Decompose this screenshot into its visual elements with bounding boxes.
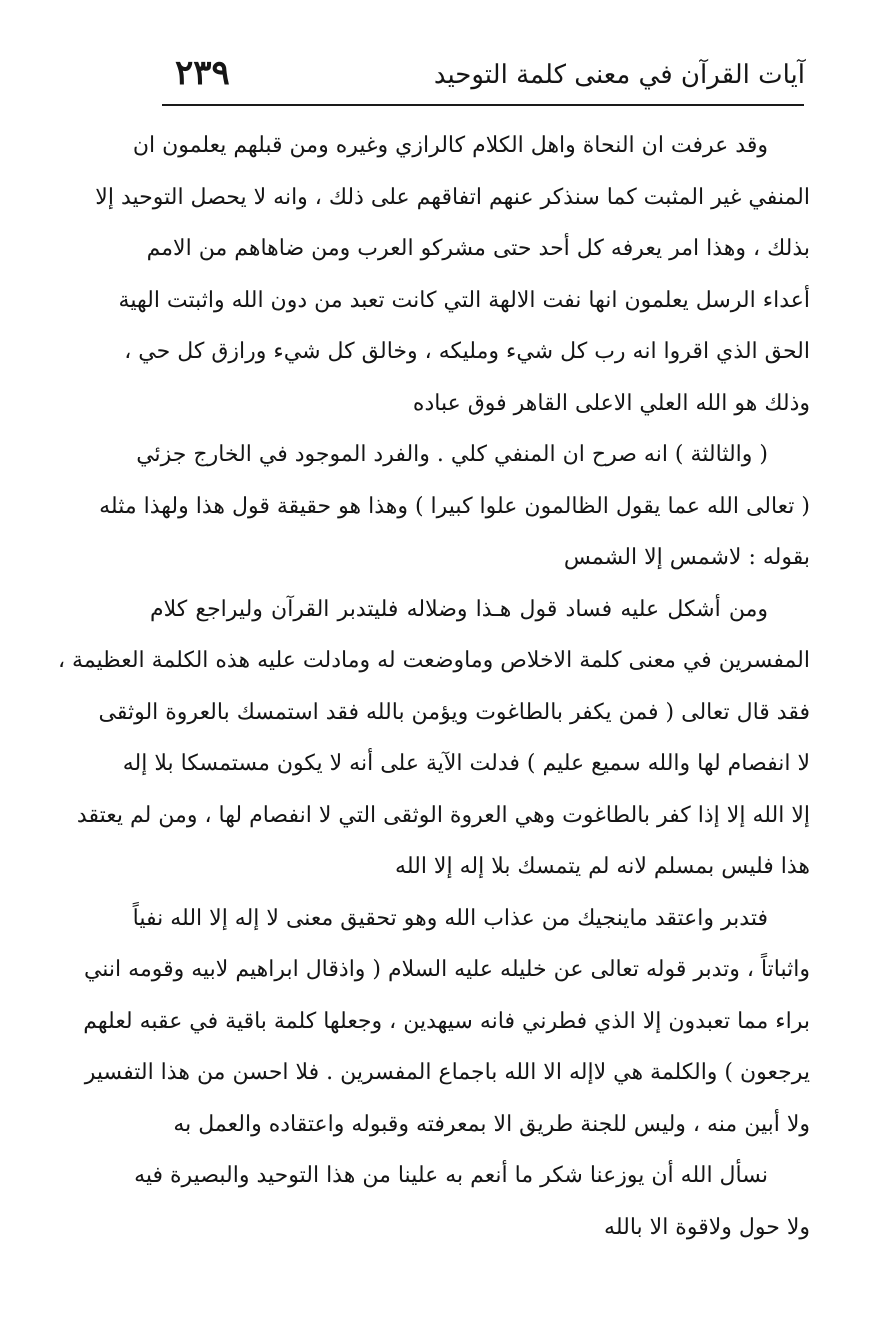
paragraph (83, 893, 810, 1151)
text-line: المفسرين في معنى كلمة الاخلاص وماوضعت له ومادلت عليه هذه الكلمة العظيمة ، (57, 648, 810, 673)
running-title: آيات القرآن في معنى كلمة التوحيد (433, 60, 805, 90)
text-line: فقد قال تعالى ( فمن يكفر بالطاغوت ويؤمن بالله فقد استمسك بالعروة الوثقى (98, 699, 810, 725)
paragraph (95, 120, 810, 429)
text-line: هذا فليس بمسلم لانه لم يتمسك بلا إله إلا الله (395, 854, 810, 879)
page-body (57, 120, 810, 1253)
text-line: يرجعون ) والكلمة هي لاإله الا الله باجماع المفسرين . فلا احسن من هذا التفسير (84, 1060, 810, 1085)
paragraph (57, 584, 810, 893)
text-line: أعداء الرسل يعلمون انها نفت الالهة التي كانت تعبد من دون الله واثبتت الهية (118, 287, 810, 313)
paragraph (99, 429, 810, 584)
text-line: فتدبر واعتقد ماينجيك من عذاب الله وهو تحقيق معنى لا إله إلا الله نفياً (132, 905, 768, 931)
text-line: إلا الله إلا إذا كفر بالطاغوت وهي العروة الوثقى التي لا انفصام لها ، ومن لم يعتقد (76, 802, 810, 828)
text-line: لا انفصام لها والله سميع عليم ) فدلت الآية على أنه لا يكون مستمسكا بلا إله (122, 751, 810, 776)
text-line: ولا أبين منه ، وليس للجنة طريق الا بمعرفته وقبوله واعتقاده والعمل به (173, 1111, 810, 1137)
running-header (155, 52, 805, 102)
text-line: براء مما تعبدون إلا الذي فطرني فانه سيهدين ، وجعلها كلمة باقية في عقبه لعلهم (83, 1008, 810, 1034)
text-line: ومن أشكل عليه فساد قول هـذا وضلاله فليتدبر القرآن وليراجع كلام (150, 596, 768, 622)
text-line: ( تعالى الله عما يقول الظالمون علوا كبيرا ) وهذا هو حقيقة قول هذا ولهذا مثله (99, 493, 810, 519)
text-line: الحق الذي اقروا انه رب كل شيء ومليكه ، وخالق كل شيء ورازق كل حي ، (124, 339, 810, 364)
text-line: المنفي غير المثبت كما سنذكر عنهم اتفاقهم على ذلك ، وانه لا يحصل التوحيد إلا (95, 184, 810, 210)
text-line: بذلك ، وهذا امر يعرفه كل أحد حتى مشركو العرب ومن ضاهاهم من الامم (146, 236, 810, 261)
text-line: ( والثالثة ) انه صرح ان المنفي كلي . والفرد الموجود في الخارج جزئي (136, 442, 768, 467)
text-line: وذلك هو الله العلي الاعلى القاهر فوق عباده (412, 390, 810, 416)
text-line: وقد عرفت ان النحاة واهل الكلام كالرازي وغيره ومن قبلهم يعلمون ان (132, 133, 768, 158)
page-number: ٢٣٩ (175, 53, 230, 93)
text-line: نسأل الله أن يوزعنا شكر ما أنعم به علينا من هذا التوحيد والبصيرة فيه (134, 1163, 768, 1188)
header-divider (162, 104, 804, 106)
text-line: بقوله : لاشمس إلا الشمس (563, 545, 810, 570)
text-line: واثباتاً ، وتدبر قوله تعالى عن خليله عليه السلام ( واذقال ابراهيم لابيه وقومه انني (83, 957, 810, 982)
text-line: ولا حول ولاقوة الا بالله (604, 1214, 810, 1240)
paragraph (134, 1150, 810, 1253)
